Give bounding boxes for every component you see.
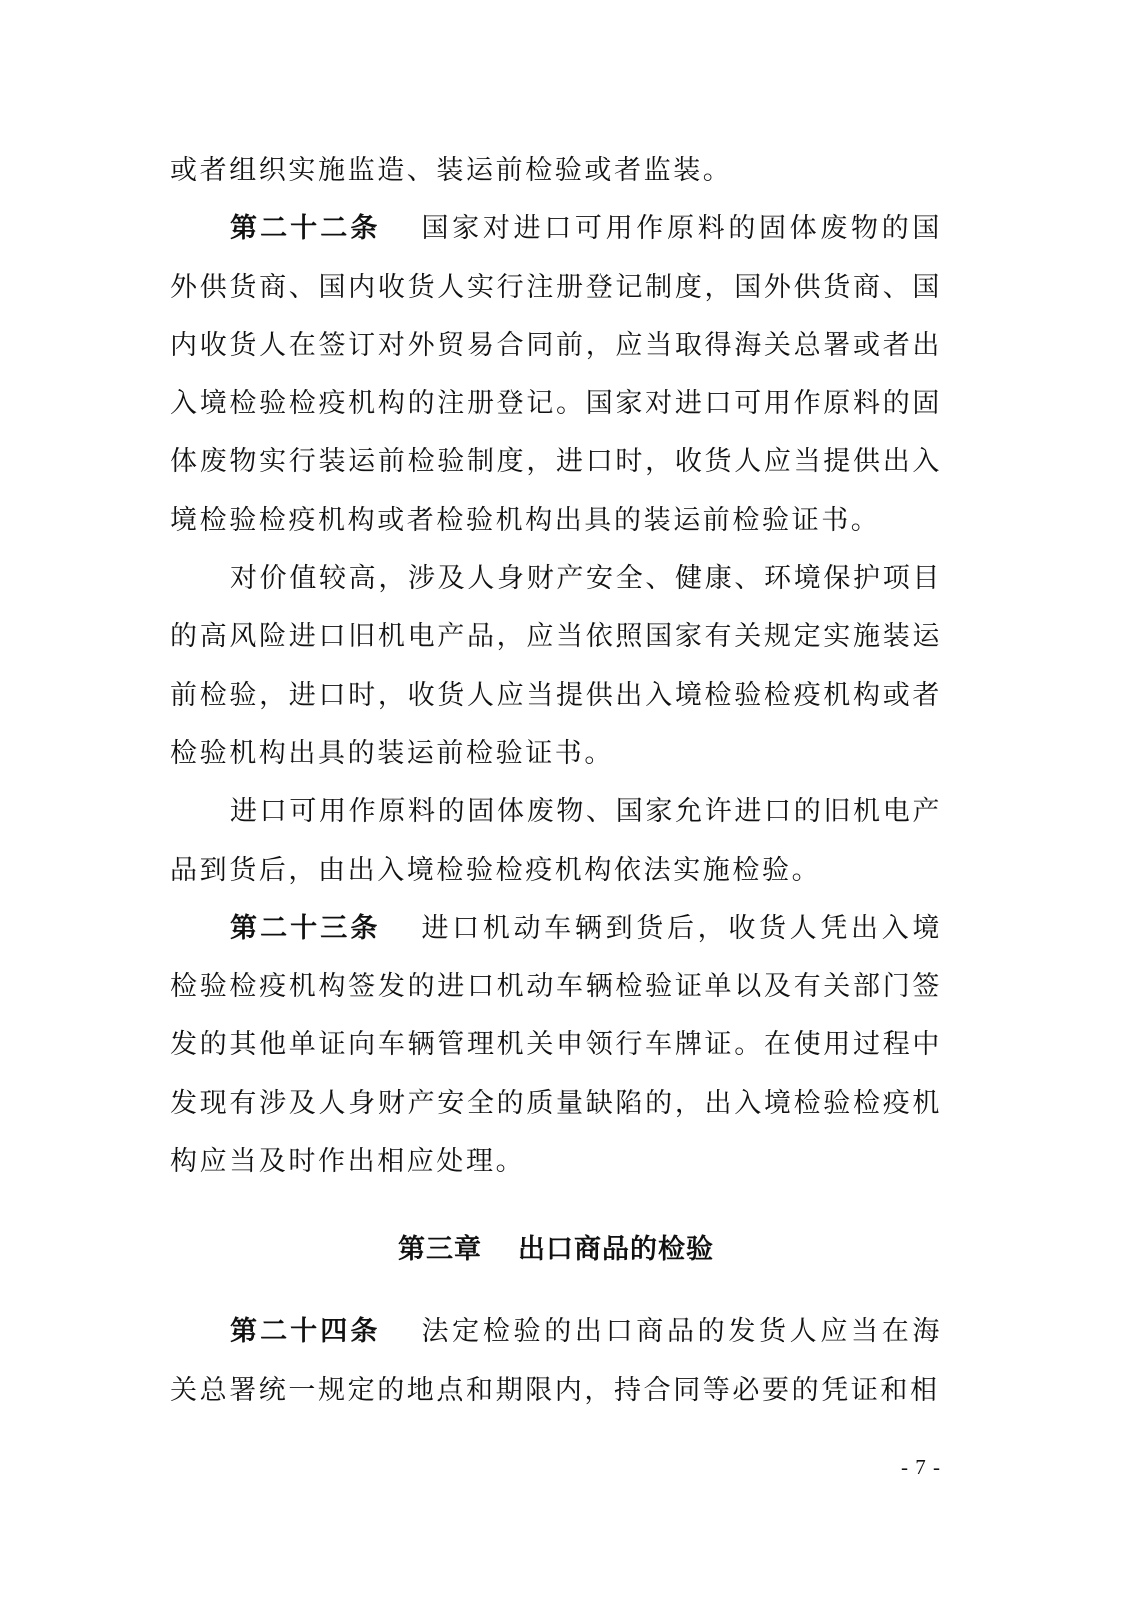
article-22 [170, 200, 942, 550]
article-24 [170, 1303, 942, 1420]
article-23 [170, 900, 942, 1191]
paragraph-used-equipment: 对价值较高，涉及人身财产安全、健康、环境保护项目的高风险进口旧机电产品，应当依照国家有关规定实施装运前检验，进口时，收货人应当提供出入境检验检疫机构或者检验机构出具的装运前检验证书。 [170, 563, 942, 769]
paragraph-continuation: 或者组织实施监造、装运前检验或者监装。 [170, 155, 733, 186]
paragraph-arrival-inspection: 进口可用作原料的固体废物、国家允许进口的旧机电产品到货后，由出入境检验检疫机构依法实施检验。 [170, 796, 942, 886]
article-23-number: 第二十三条 [230, 912, 381, 944]
article-24-text: 法定检验的出口商品的发货人应当在海关总署统一规定的地点和期限内，持合同等必要的凭证和相 [170, 1316, 943, 1406]
article-23-text: 进口机动车辆到货后，收货人凭出入境检验检疫机构签发的进口机动车辆检验证单以及有关部门签发的其他单证向车辆管理机关申领行车牌证。在使用过程中发现有涉及人身财产安全的质量缺陷的，出入境检验检疫机构应当及时作出相应处理。 [170, 912, 943, 1178]
article-22-text: 国家对进口可用作原料的固体废物的国外供货商、国内收货人实行注册登记制度，国外供货商、国内收货人在签订对外贸易合同前，应当取得海关总署或者出入境检验检疫机构的注册登记。国家对进口可用作原料的固体废物实行装运前检验制度，进口时，收货人应当提供出入境检验检疫机构或者检验机构出具的装运前检验证书。 [170, 213, 943, 536]
article-22-number: 第二十二条 [230, 213, 381, 245]
chapter-number: 第三章 [398, 1234, 482, 1266]
chapter-name: 出口商品的检验 [518, 1234, 714, 1266]
page-number: - 7 - [901, 1455, 941, 1479]
article-24-number: 第二十四条 [230, 1316, 381, 1348]
document-body [170, 142, 942, 1420]
chapter-title [170, 1221, 942, 1279]
